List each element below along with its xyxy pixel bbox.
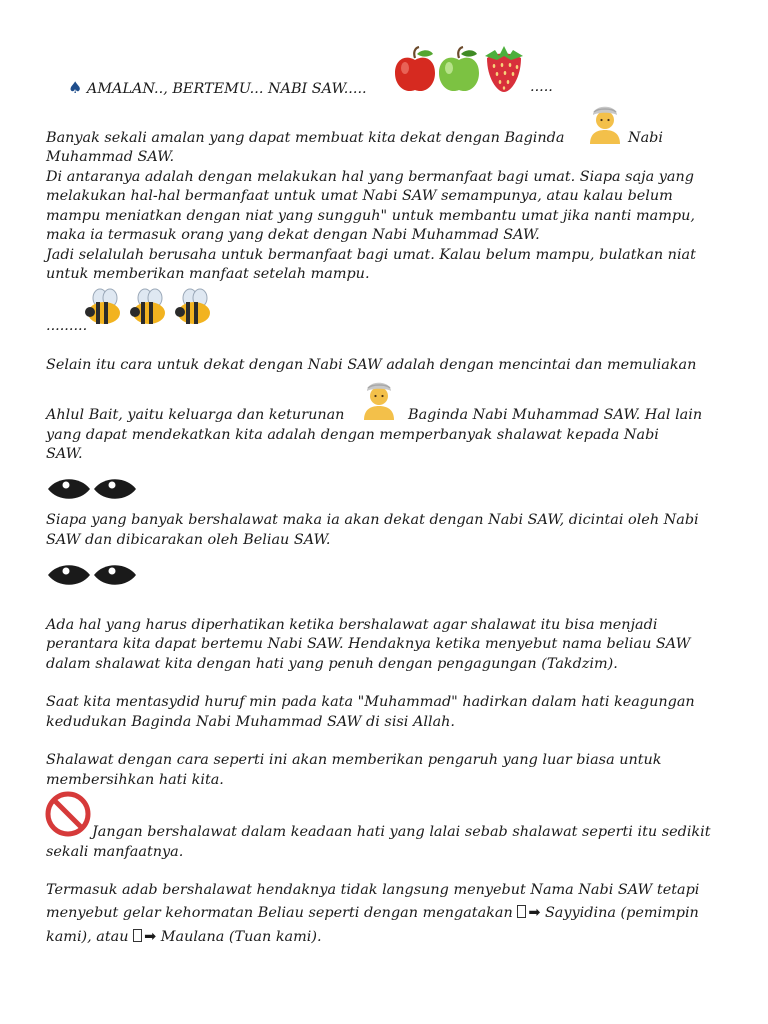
right-arrow-icon: ➡ <box>144 929 157 945</box>
strawberry-icon <box>481 44 527 94</box>
para1-line2: Muhammad SAW. <box>46 149 175 165</box>
para1-line3: Di antaranya adalah dengan melakukan hal yang bermanfaat bagi umat. Siapa saja yang <box>46 169 694 185</box>
title-text: AMALAN.., BERTEMU... NABI SAW..... <box>86 81 367 97</box>
green-apple-icon <box>437 46 481 94</box>
eyes-icon <box>46 472 138 506</box>
man-with-turban-icon <box>360 374 398 420</box>
right-arrow-icon: ➡ <box>528 905 541 921</box>
para2-line2a: Ahlul Bait, yaitu keluarga dan keturunan <box>46 407 345 423</box>
para8-line1: Termasuk adab bershalawat hendaknya tidak langsung menyebut Nama Nabi SAW tetapi <box>46 882 700 898</box>
para3-line2: SAW dan dibicarakan oleh Beliau SAW. <box>46 532 331 548</box>
para7-line2: sekali manfaatnya. <box>46 844 184 860</box>
placeholder-box-icon <box>517 905 526 918</box>
para1-line5: mampu meniatkan dengan niat yang sungguh" untuk membantu umat jika nanti mampu, <box>46 208 695 224</box>
para2-line4: SAW. <box>46 446 83 462</box>
para2-line2b: Baginda Nabi Muhammad SAW. Hal lain <box>408 407 703 423</box>
placeholder-box-icon <box>133 929 142 942</box>
para8-line3-text: kami), atau <box>46 929 129 945</box>
para8-line2 <box>46 904 736 923</box>
para1-line6: maka ia termasuk orang yang dekat dengan Nabi Muhammad SAW. <box>46 227 540 243</box>
prohibited-icon <box>44 790 92 838</box>
para6-line2: membersihkan hati kita. <box>46 772 224 788</box>
para4-line1: Ada hal yang harus diperhatikan ketika bershalawat agar shalawat itu bisa menjadi <box>46 617 658 633</box>
para6-line1: Shalawat dengan cara seperti ini akan memberikan pengaruh yang luar biasa untuk <box>46 752 662 768</box>
para8-line3 <box>46 928 736 947</box>
para5-line2: kedudukan Baginda Nabi Muhammad SAW di sisi Allah. <box>46 714 456 730</box>
man-with-turban-icon <box>586 98 624 144</box>
para4-line2: perantara kita dapat bertemu Nabi SAW. Hendaknya ketika menyebut nama beliau SAW <box>46 636 691 652</box>
para1-line1b: Nabi <box>628 130 663 146</box>
red-apple-icon <box>393 46 437 94</box>
para8-maulana-text: Maulana (Tuan kami). <box>160 929 322 945</box>
para1-line7: Jadi selalulah berusaha untuk bermanfaat bagi umat. Kalau belum mampu, bulatkan niat <box>46 247 696 263</box>
para1-line4: melakukan hal-hal bermanfaat untuk umat Nabi SAW semampunya, atau kalau belum <box>46 188 673 204</box>
para5-line1: Saat kita mentasydid huruf min pada kata "Muhammad" hadirkan dalam hati keagungan <box>46 694 695 710</box>
title-trailing-dots: ..... <box>530 79 553 95</box>
para8-line2-text: menyebut gelar kehormatan Beliau seperti dengan mengatakan <box>46 905 513 921</box>
para8-sayyidina-text: Sayyidina (pemimpin <box>544 905 699 921</box>
para2-line3: yang dapat mendekatkan kita adalah dengan memperbanyak shalawat kepada Nabi <box>46 427 659 443</box>
para7-line1: Jangan bershalawat dalam keadaan hati yang lalai sebab shalawat seperti itu sedikit <box>92 824 711 840</box>
para3-line1: Siapa yang banyak bershalawat maka ia akan dekat dengan Nabi SAW, dicintai oleh Nabi <box>46 512 699 528</box>
para1-line8: untuk memberikan manfaat setelah mampu. <box>46 266 370 282</box>
para1-line1-text: Banyak sekali amalan yang dapat membuat kita dekat dengan Baginda <box>46 130 565 146</box>
dots-line: ......... <box>46 318 88 334</box>
spade-icon: ♠ <box>68 78 83 97</box>
para4-line3: dalam shalawat kita dengan hati yang penuh dengan pengagungan (Takdzim). <box>46 656 618 672</box>
eyes-icon <box>46 558 138 592</box>
para2-line1: Selain itu cara untuk dekat dengan Nabi SAW adalah dengan mencintai dan memuliakan <box>46 357 697 373</box>
